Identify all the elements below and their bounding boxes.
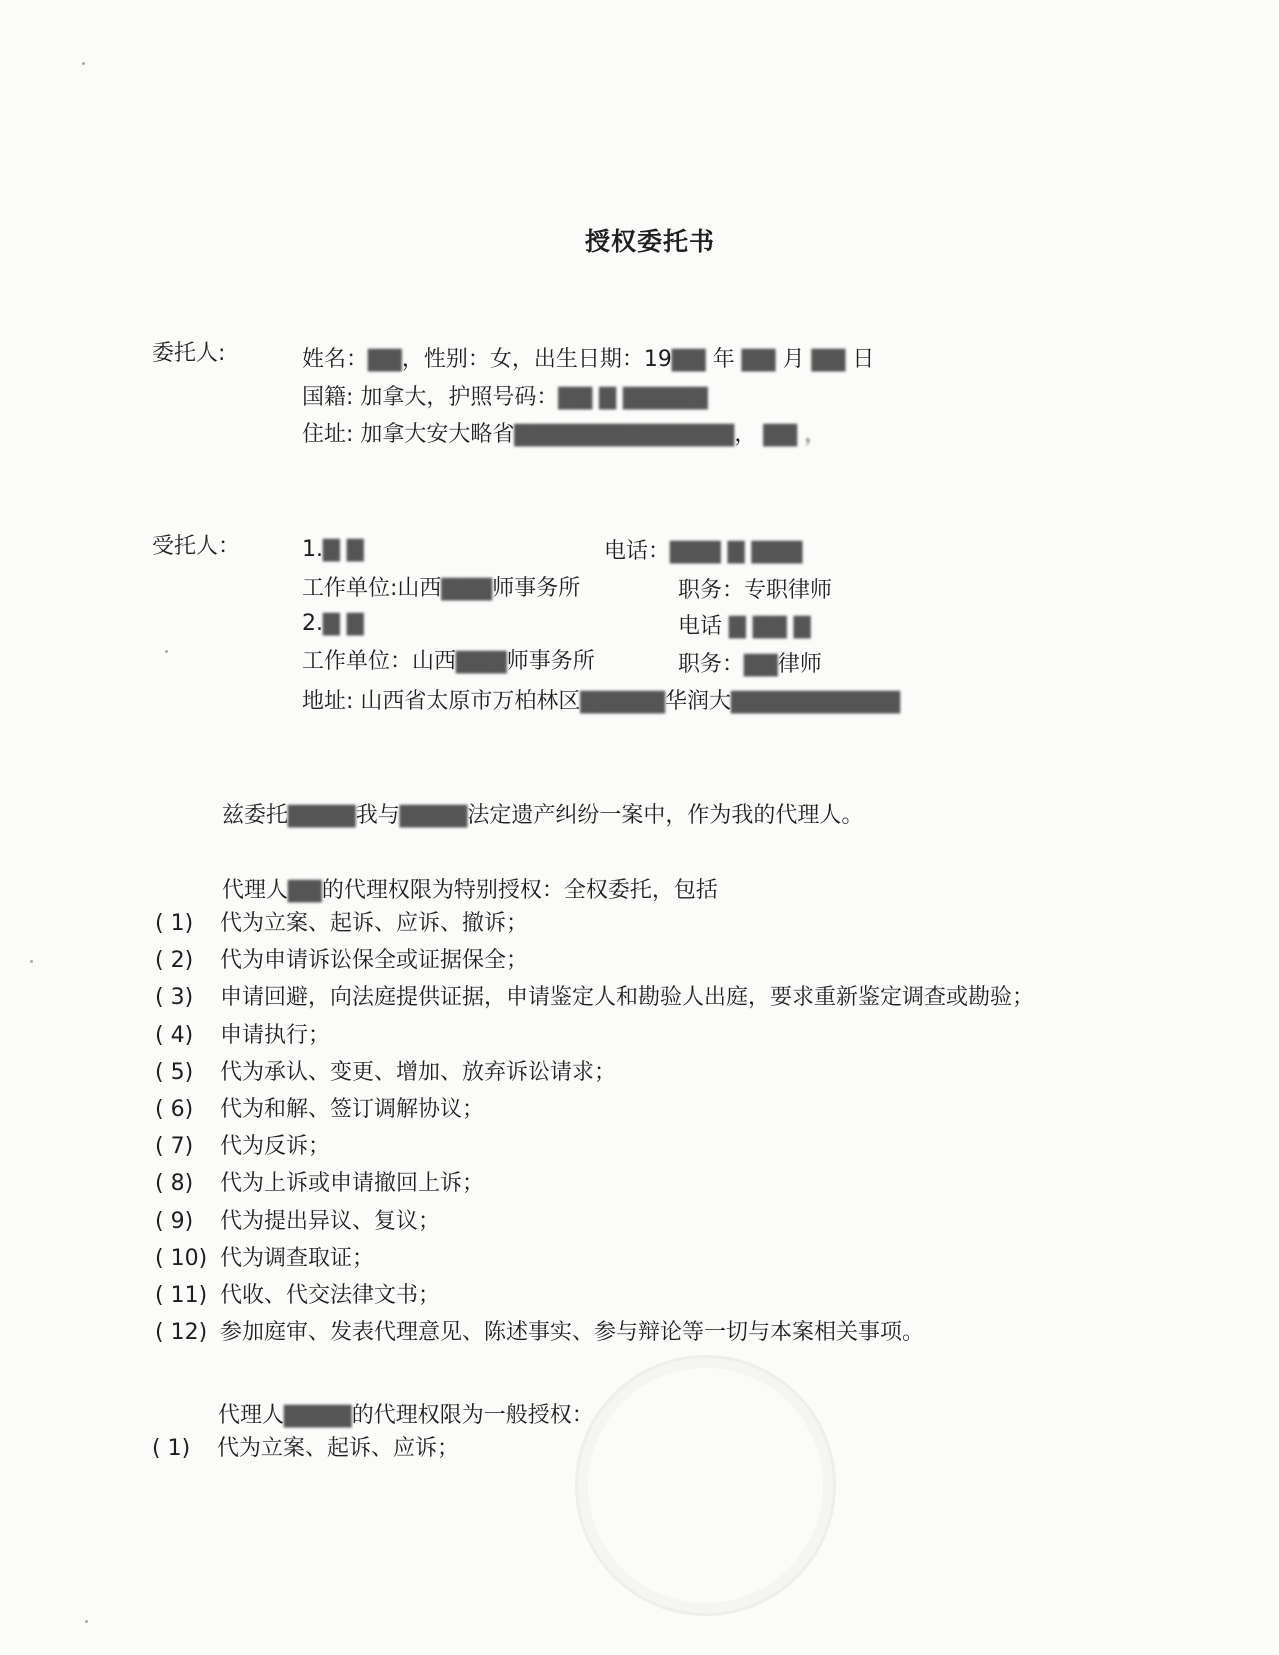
agent-label: 受托人：	[152, 534, 241, 559]
list-item-text: 申请执行；	[220, 1022, 331, 1048]
agent2-position-suffix: 律师	[777, 652, 822, 677]
list-item-number: ( 1)	[152, 1436, 191, 1461]
principal-nationality-line	[302, 384, 708, 412]
list-item-text: 代为反诉；	[220, 1134, 331, 1160]
redacted-address: ▇▇▇▇▇▇▇▇▇▇▇▇▇	[514, 422, 735, 447]
redacted-address-2: ▇▇ ，	[756, 422, 827, 447]
list-item-number: ( 6)	[155, 1097, 194, 1122]
agent2-index: 2.	[302, 611, 323, 636]
agent2-phone-label: 电话	[678, 614, 723, 639]
entrust-sentence	[222, 802, 863, 830]
list-item-number: ( 7)	[155, 1134, 194, 1160]
list-item-text: 申请回避，向法庭提供证据，申请鉴定人和勘验人出庭，要求重新鉴定调查或勘验；	[220, 985, 1035, 1011]
scan-speck	[165, 650, 168, 653]
year-suffix: 年	[712, 347, 735, 372]
agent2-unit-label: 工作单位：山西	[302, 649, 457, 674]
agent1-index: 1.	[302, 537, 323, 562]
address-suffix: ，	[734, 422, 757, 447]
agent-address-mid: 华润大	[665, 689, 732, 714]
scan-speck	[85, 1620, 88, 1623]
redacted-agent1-name: ▇ ▇	[323, 537, 364, 562]
agent1-index-line	[302, 536, 364, 564]
redacted-entrust-2: ▇▇▇▇	[399, 803, 468, 828]
redacted-agent1-unit: ▇▇▇	[441, 576, 493, 601]
agent2-phone-line	[678, 613, 811, 641]
list-item-number: ( 12)	[155, 1320, 208, 1346]
agent1-unit-label: 工作单位:山西	[302, 576, 442, 601]
redacted-year: ▇▇	[671, 347, 706, 372]
general-intro-prefix: 代理人	[218, 1403, 285, 1428]
redacted-day: ▇▇	[811, 347, 846, 372]
day-suffix: 日	[852, 347, 875, 372]
entrust-prefix: 兹委托	[222, 803, 289, 828]
entrust-suffix: 法定遗产纠纷一案中，作为我的代理人。	[467, 803, 864, 828]
redacted-agent2-name: ▇ ▇	[323, 611, 364, 636]
agent1-unit-suffix: 师事务所	[492, 576, 581, 601]
agent1-phone-label: 电话：	[604, 539, 671, 564]
list-item-text: 参加庭审、发表代理意见、陈述事实、参与辩论等一切与本案相关事项。	[220, 1320, 925, 1346]
list-item-number: ( 11)	[155, 1283, 208, 1308]
scan-speck	[82, 62, 85, 65]
redacted-special-names: ▇▇	[288, 878, 322, 903]
principal-address-line	[302, 421, 826, 449]
list-item-text: 代为上诉或申请撤回上诉；	[220, 1171, 485, 1197]
faint-seal-stamp	[575, 1355, 836, 1616]
nationality-passport-text: 国籍: 加拿大，护照号码：	[302, 385, 559, 410]
name-prefix: 姓名：	[302, 347, 369, 372]
entrust-mid: 我与	[355, 803, 400, 828]
list-item-number: ( 2)	[155, 948, 194, 974]
list-item-text: 代为调查取证；	[220, 1245, 375, 1271]
general-intro	[218, 1402, 594, 1430]
redacted-agent2-phone: ▇ ▇▇ ▇	[722, 614, 811, 639]
scan-speck	[30, 960, 33, 963]
list-item-number: ( 8)	[155, 1171, 194, 1197]
special-intro-suffix: 的代理权限为特别授权：全权委托，包括	[321, 878, 718, 903]
redacted-agent2-position: ▇▇	[744, 652, 778, 677]
agent-address-prefix: 地址: 山西省太原市万柏林区	[302, 689, 581, 714]
agent2-unit-line	[302, 648, 595, 676]
redacted-passport: ▇▇ ▇ ▇▇▇▇▇	[558, 385, 708, 410]
list-item-number: ( 3)	[155, 985, 194, 1011]
list-item-text: 代收、代交法律文书；	[220, 1283, 441, 1308]
list-item-text: 代为立案、起诉、应诉、撤诉；	[220, 911, 529, 936]
special-intro-prefix: 代理人	[222, 878, 289, 903]
general-intro-suffix: 的代理权限为一般授权：	[351, 1403, 594, 1428]
list-item-number: ( 4)	[155, 1022, 194, 1048]
list-item-number: ( 1)	[155, 911, 194, 936]
month-suffix: 月	[782, 347, 805, 372]
document-title: 授权委托书	[585, 227, 716, 256]
agent1-position: 职务：专职律师	[678, 578, 833, 603]
redacted-agent2-unit: ▇▇▇	[456, 649, 507, 674]
list-item-number: ( 10)	[155, 1245, 208, 1271]
list-item-text: 代为提出异议、复议；	[220, 1208, 441, 1234]
redacted-entrust-1: ▇▇▇▇	[288, 803, 356, 828]
special-intro	[222, 877, 718, 905]
list-item-text: 代为承认、变更、增加、放弃诉讼请求；	[220, 1059, 617, 1085]
redacted-name: ▇▇	[368, 347, 402, 372]
gender-birth-text: ，性别：女，出生日期：19	[401, 347, 672, 372]
agent2-position-prefix: 职务：	[678, 652, 745, 677]
agent-address-line	[302, 688, 900, 716]
list-item-number: ( 9)	[155, 1208, 194, 1234]
redacted-month: ▇▇	[741, 347, 776, 372]
redacted-agent1-phone: ▇▇▇ ▇ ▇▇▇	[670, 539, 803, 564]
list-item-number: ( 5)	[155, 1059, 194, 1085]
redacted-agent-address-1: ▇▇▇▇▇	[580, 689, 666, 714]
list-item-text: 代为和解、签订调解协议；	[220, 1097, 485, 1122]
principal-name-line	[302, 346, 874, 374]
agent2-unit-suffix: 师事务所	[506, 649, 595, 674]
redacted-agent-address-2: ▇▇▇▇▇▇▇▇▇▇	[731, 689, 901, 714]
agent1-phone-line	[604, 538, 802, 566]
address-text: 住址: 加拿大安大略省	[302, 422, 515, 447]
agent2-position-line	[678, 651, 822, 679]
redacted-general-names: ▇▇▇▇	[284, 1403, 352, 1428]
principal-label: 委托人:	[152, 341, 226, 366]
agent2-index-line	[302, 610, 364, 638]
list-item-text: 代为申请诉讼保全或证据保全；	[220, 948, 529, 974]
list-item-text: 代为立案、起诉、应诉；	[217, 1436, 460, 1461]
agent1-unit-line	[302, 575, 580, 603]
